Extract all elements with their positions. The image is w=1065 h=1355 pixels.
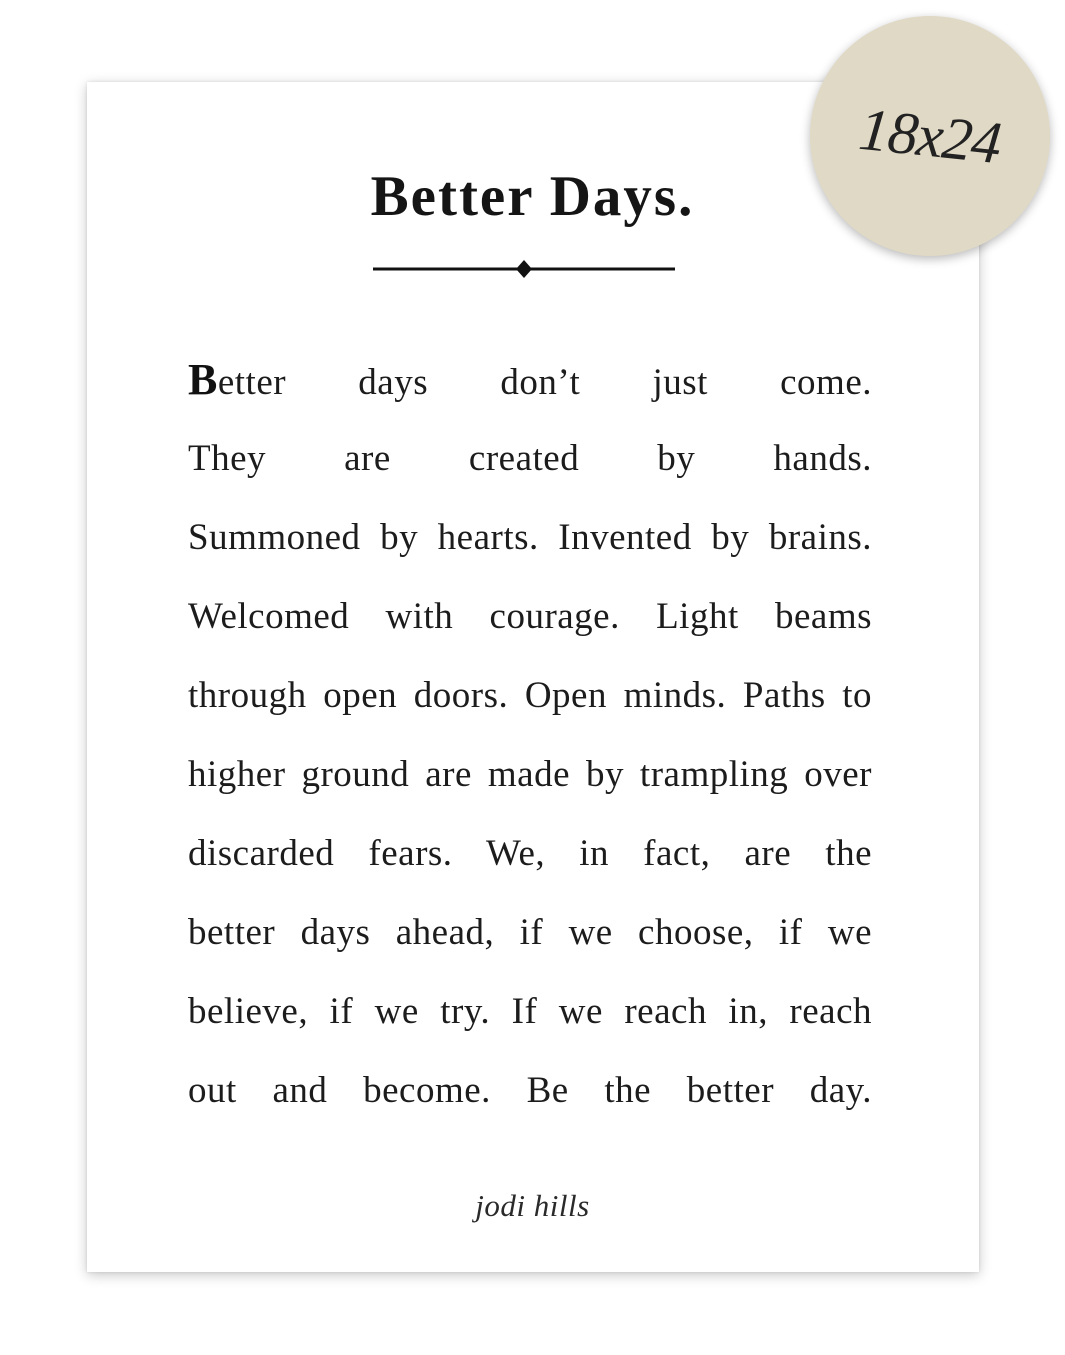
poem-line: Welcomed with courage. Light beams: [188, 596, 872, 637]
drop-cap: B: [188, 355, 218, 404]
poem-line: out and become. Be the better day.: [188, 1070, 872, 1111]
poster-title: Better Days.: [370, 165, 695, 228]
size-badge-label: 18x24: [856, 95, 1004, 176]
poem-line: Summoned by hearts. Invented by brains.: [188, 517, 872, 558]
poem-line: believe, if we try. If we reach in, reach: [188, 991, 872, 1032]
poem-line: higher ground are made by trampling over: [188, 754, 872, 795]
size-badge: [810, 16, 1050, 256]
poem-body: [188, 340, 872, 1130]
poem-line: discarded fears. We, in fact, are the: [188, 833, 872, 874]
poem-line-text: etter days don’t just come.: [217, 362, 872, 403]
poem-line: better days ahead, if we choose, if we: [188, 912, 872, 953]
poem-line: [188, 340, 872, 419]
poem-line: through open doors. Open minds. Paths to: [188, 675, 872, 716]
author-signature: jodi hills: [475, 1188, 590, 1223]
ornamental-divider-icon: [373, 256, 675, 282]
poem-line: They are created by hands.: [188, 438, 872, 479]
